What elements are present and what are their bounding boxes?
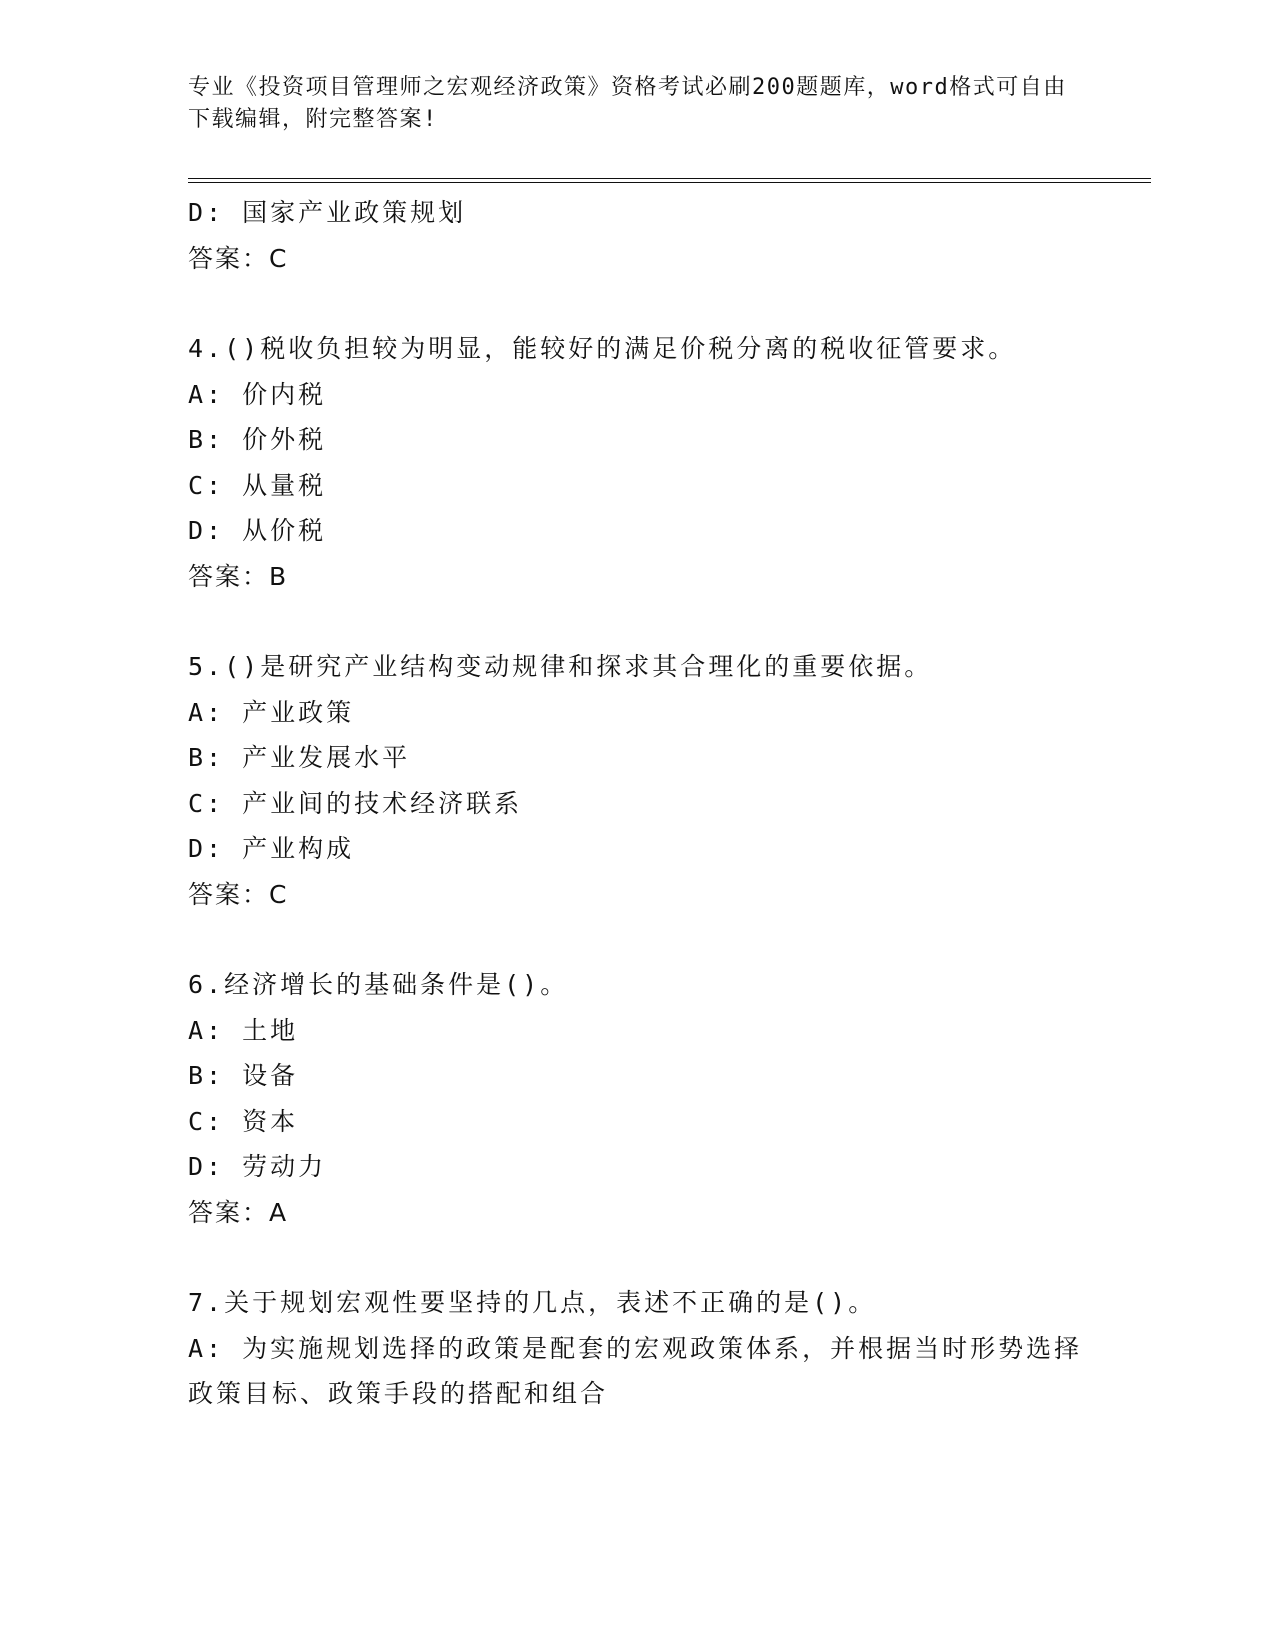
option-d: D: 国家产业政策规划 xyxy=(188,198,467,227)
spacer xyxy=(188,599,1088,644)
option-d: D: 从价税 xyxy=(188,516,327,545)
question-stem: 5.()是研究产业结构变动规律和探求其合理化的重要依据。 xyxy=(188,652,933,681)
question-stem: 4.()税收负担较为明显，能较好的满足价税分离的税收征管要求。 xyxy=(188,334,1017,363)
header-rule-bottom xyxy=(188,182,1151,183)
document-header: 专业《投资项目管理师之宏观经济政策》资格考试必刷200题题库，word格式可自由下载编辑，附完整答案! xyxy=(188,75,1067,132)
question-content xyxy=(188,190,1088,1417)
question-stem: 7.关于规划宏观性要坚持的几点，表述不正确的是()。 xyxy=(188,1288,877,1317)
option-b: B: 价外税 xyxy=(188,425,327,454)
answer: 答案：B xyxy=(188,561,289,591)
option-d: D: 劳动力 xyxy=(188,1152,327,1181)
header-rule-top xyxy=(188,178,1151,179)
option-c: C: 从量税 xyxy=(188,470,327,500)
option-a: A: 为实施规划选择的政策是配套的宏观政策体系，并根据当时形势选择政策目标、政策手段的搭配和组合 xyxy=(188,1333,1083,1408)
option-b: B: 设备 xyxy=(188,1061,299,1090)
question-stem: 6.经济增长的基础条件是()。 xyxy=(188,970,569,999)
spacer xyxy=(188,1235,1088,1280)
option-c: C: 资本 xyxy=(188,1106,299,1136)
option-a: A: 土地 xyxy=(188,1015,299,1045)
option-b: B: 产业发展水平 xyxy=(188,743,411,772)
answer: 答案：C xyxy=(188,879,289,909)
spacer xyxy=(188,281,1088,326)
spacer xyxy=(188,917,1088,962)
answer: 答案：C xyxy=(188,243,289,273)
answer: 答案：A xyxy=(188,1197,289,1227)
option-a: A: 产业政策 xyxy=(188,697,355,727)
option-c: C: 产业间的技术经济联系 xyxy=(188,788,523,818)
option-a: A: 价内税 xyxy=(188,379,327,409)
option-d: D: 产业构成 xyxy=(188,834,355,863)
